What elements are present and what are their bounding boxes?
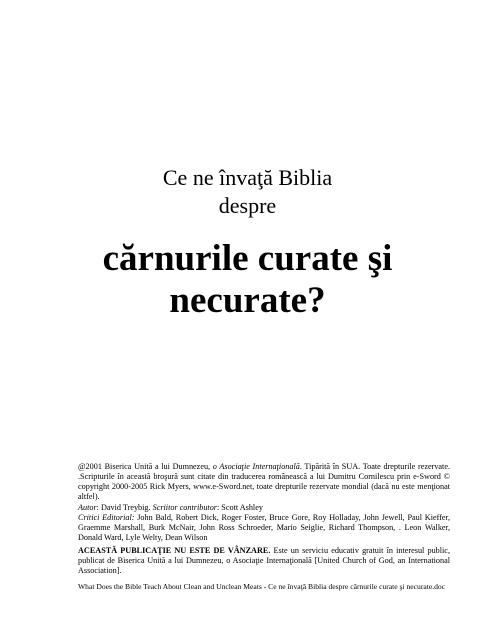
copyright-rest: . Tipărită în SUA. Toate drepturile rezervate. .Scripturile în această broşură sunt citate din traducerea românească a lui Dumitru Cornilescu prin e-Sword © copyright 2000-2005 Rick Myers, www.e-Sword.net, toate drepturile rezervate mondial (dacă nu este menţionat altfel). bbox=[78, 462, 451, 501]
copyright-paragraph bbox=[78, 462, 450, 502]
copyright-owner: @2001 Biserica Unită a lui Dumnezeu, bbox=[78, 462, 213, 471]
contributor-name: : Scott Ashley bbox=[216, 503, 263, 512]
author-label: Autor bbox=[78, 503, 97, 512]
subtitle-line-1: Ce ne învaţă Biblia bbox=[162, 165, 333, 190]
contributor-label: Scriitor contributor bbox=[152, 503, 217, 512]
notice-heading: ACEASTĂ PUBLICAŢIE NU ESTE DE VÂNZARE. bbox=[78, 546, 271, 555]
reviewers-list: John Bald, Robert Dick, Roger Foster, Bruce Gore, Roy Holladay, John Jewell, Paul Kieffer, Graemme Marshall, Burk McNair, John Ross Schroeder, Mario Seiglie, Richard Thompson, . Leon Walker, Donald Ward, Lyle Welty, Dean Wilson bbox=[78, 513, 450, 542]
title-line-2: necurate? bbox=[169, 280, 326, 321]
not-for-sale-notice bbox=[78, 546, 450, 576]
title-line-1: cărnurile curate şi bbox=[102, 238, 393, 279]
reviewers-label: Critici Editorial: bbox=[78, 513, 135, 522]
document-filename-footer: What Does the Bible Teach About Clean and Unclean Meats - Ce ne învaţă Biblia despre cărnurile curate şi necurate.doc bbox=[78, 582, 446, 591]
notice-text: Este un serviciu educativ gratuit în interesul public, publicat de Biserica Unită a lui Dumnezeu, o Asociaţie Internaţională [United Church of God, an International Association]. bbox=[78, 546, 450, 575]
subtitle-line-2: despre bbox=[218, 193, 277, 218]
credits-paragraph bbox=[78, 503, 450, 543]
author-name: : David Treybig. bbox=[96, 503, 153, 512]
copyright-owner-type: o Asociaţie Internaţională bbox=[212, 462, 300, 471]
